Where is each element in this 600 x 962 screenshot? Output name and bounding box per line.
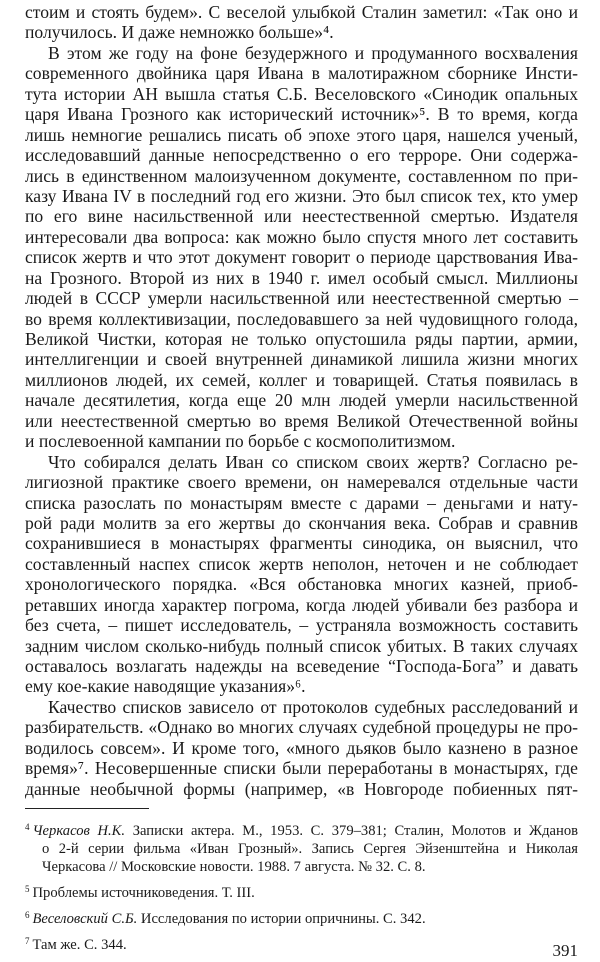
footnote-number: 5 [25,884,30,895]
text-line: казу Ивана IV в последний год его жизни. Это был список тех, кто умер [25,185,578,206]
text-line: интеллигенции и своей внутренней динамикой лишила жизни многих [25,349,578,370]
page-number: 391 [552,941,578,960]
text-line: людей в СССР умерли насильственной или неестественной смертью – [25,288,578,309]
text-line: лишь немногие решались писать об эпохе этого царя, нашелся ученый, [25,124,578,145]
footnote-line [25,818,578,840]
footnote-text: Черкасова // Московские новости. 1988. 7 августа. № 32. С. 8. [42,859,426,876]
footnote-line [25,906,578,928]
text-line: во время коллективизации, последовавшего за ней чудовищного голода, [25,308,578,329]
text-line: сохранившиеся в монастырях фрагменты синодика, он выяснил, что [25,533,578,554]
text-line: лись в единственном малоизученном документе, составленном по при- [25,165,578,186]
text-line: оставалось возлагать надежды на всеведение “Господа-Бога” и давать [25,656,578,676]
paragraph [25,2,578,43]
text-line: ему кое-какие наводящие указания»⁶. [25,676,306,697]
footnote-text: Исследования по истории опричнины. С. 342. [137,910,426,927]
text-line: Великой Чистки, которая не только опустошила ряды партии, армии, [25,329,578,349]
text-line: исследовавший данные непосредственно о его терроре. Они содержа- [25,145,578,166]
text-line: ретавших иногда характер погрома, когда людей убивали без разбора и [25,594,578,615]
footnote-text: Записки актера. М., 1953. С. 379–381; Сталин, Молотов и Жданов [125,823,579,839]
text-line: и послевоенной кампании по борьбе с космополитизмом. [25,431,456,452]
text-line: Качество списков зависело от протоколов судебных расследований и [48,696,578,717]
text-line: задним числом сколько-нибудь полный список убитых. В таких случаях [25,635,578,656]
footnote [25,880,578,902]
paragraph [25,697,578,799]
footnote-number: 6 [25,909,30,920]
text-line: В этом же году на фоне безудержного и продуманного восхваления [48,42,578,63]
text-line: составленный наспех список жертв неполон, неточен и не соблюдает [25,553,578,574]
footnote [25,932,578,954]
text-line: лигиозной практике своего времени, он намеревался отдельные части [25,472,578,493]
text-line: царя Ивана Грозного как исторический источник»⁵. В то время, когда [25,104,578,125]
footnote [25,906,578,928]
text-line: рой ради молитв за его жертвы до скончания века. Собрав и сравнив [25,512,578,533]
text-line: список жертв и что этот документ говорит о периоде царствования Ива- [25,247,578,268]
text-line: начале десятилетия, когда еще 20 млн людей умерли насильственной [25,390,578,411]
footnote-line [25,858,578,876]
paragraph [25,43,578,452]
paragraph [25,452,578,697]
text-line: время»⁷. Несовершенные списки были переработаны в монастырях, где [25,758,578,779]
footnote-text: о 2-й серии фильма «Иван Грозный». Запись Сергея Эйзенштейна и Николая [42,841,578,858]
text-line: получилось. И даже немножко больше»⁴. [25,22,334,43]
footnote [25,818,578,877]
text-line: разбирательств. «Однако во многих случаях судебной процедуры не про- [25,717,578,738]
footnote-line [25,932,578,954]
text-line: интересовали два вопроса: как можно было спустя много лет составить [25,226,578,247]
footnote-text: Проблемы источниковедения. Т. III. [32,885,255,902]
body-text [25,2,578,799]
text-line: современного двойника царя Ивана в малотиражном сборнике Инсти- [25,63,578,84]
text-line: водилось совсем». И кроме того, «много дьяков было казнено в разное [25,737,578,758]
footnote-author: Веселовский С.Б. [32,910,138,927]
text-line: списка разослать по монастырям вместе с дарами – деньгами и нату- [25,492,578,513]
text-line: данные необычной формы (например, «в Новгороде побиенных пят- [25,778,578,799]
footnote-text: Там же. С. 344. [32,936,127,953]
text-line: тута истории АН вышла статья С.Б. Веселовского «Синодик опальных [25,83,578,104]
footnote-number: 4 [25,822,30,832]
text-line: стоим и стоять будем». С веселой улыбкой Сталин заметил: «Так оно и [25,2,578,22]
text-line: без счета, – пишет исследователь, – устраняла возможность составить [25,615,578,636]
footnotes [25,818,578,957]
text-line: хронологического порядка. «Вся обстановка многих казней, приоб- [25,574,578,595]
text-line: Что собирался делать Иван со списком своих жертв? Согласно ре- [48,451,578,472]
text-line: миллионов людей, их семей, коллег и товарищей. Статья появилась в [25,369,578,390]
footnote-divider [25,808,149,809]
text-line: или неестественной смертью во время Великой Отечественной войны [25,410,578,431]
footnote-author: Черкасов Н.К. [32,823,126,839]
text-line: по его вине насильственной или неестественной смертью. Издателя [25,206,578,227]
text-line: на Грозного. Второй из них в 1940 г. имел особый смысл. Миллионы [25,267,578,288]
footnote-line [25,880,578,902]
footnote-number: 7 [25,935,30,946]
footnote-line [25,840,578,858]
